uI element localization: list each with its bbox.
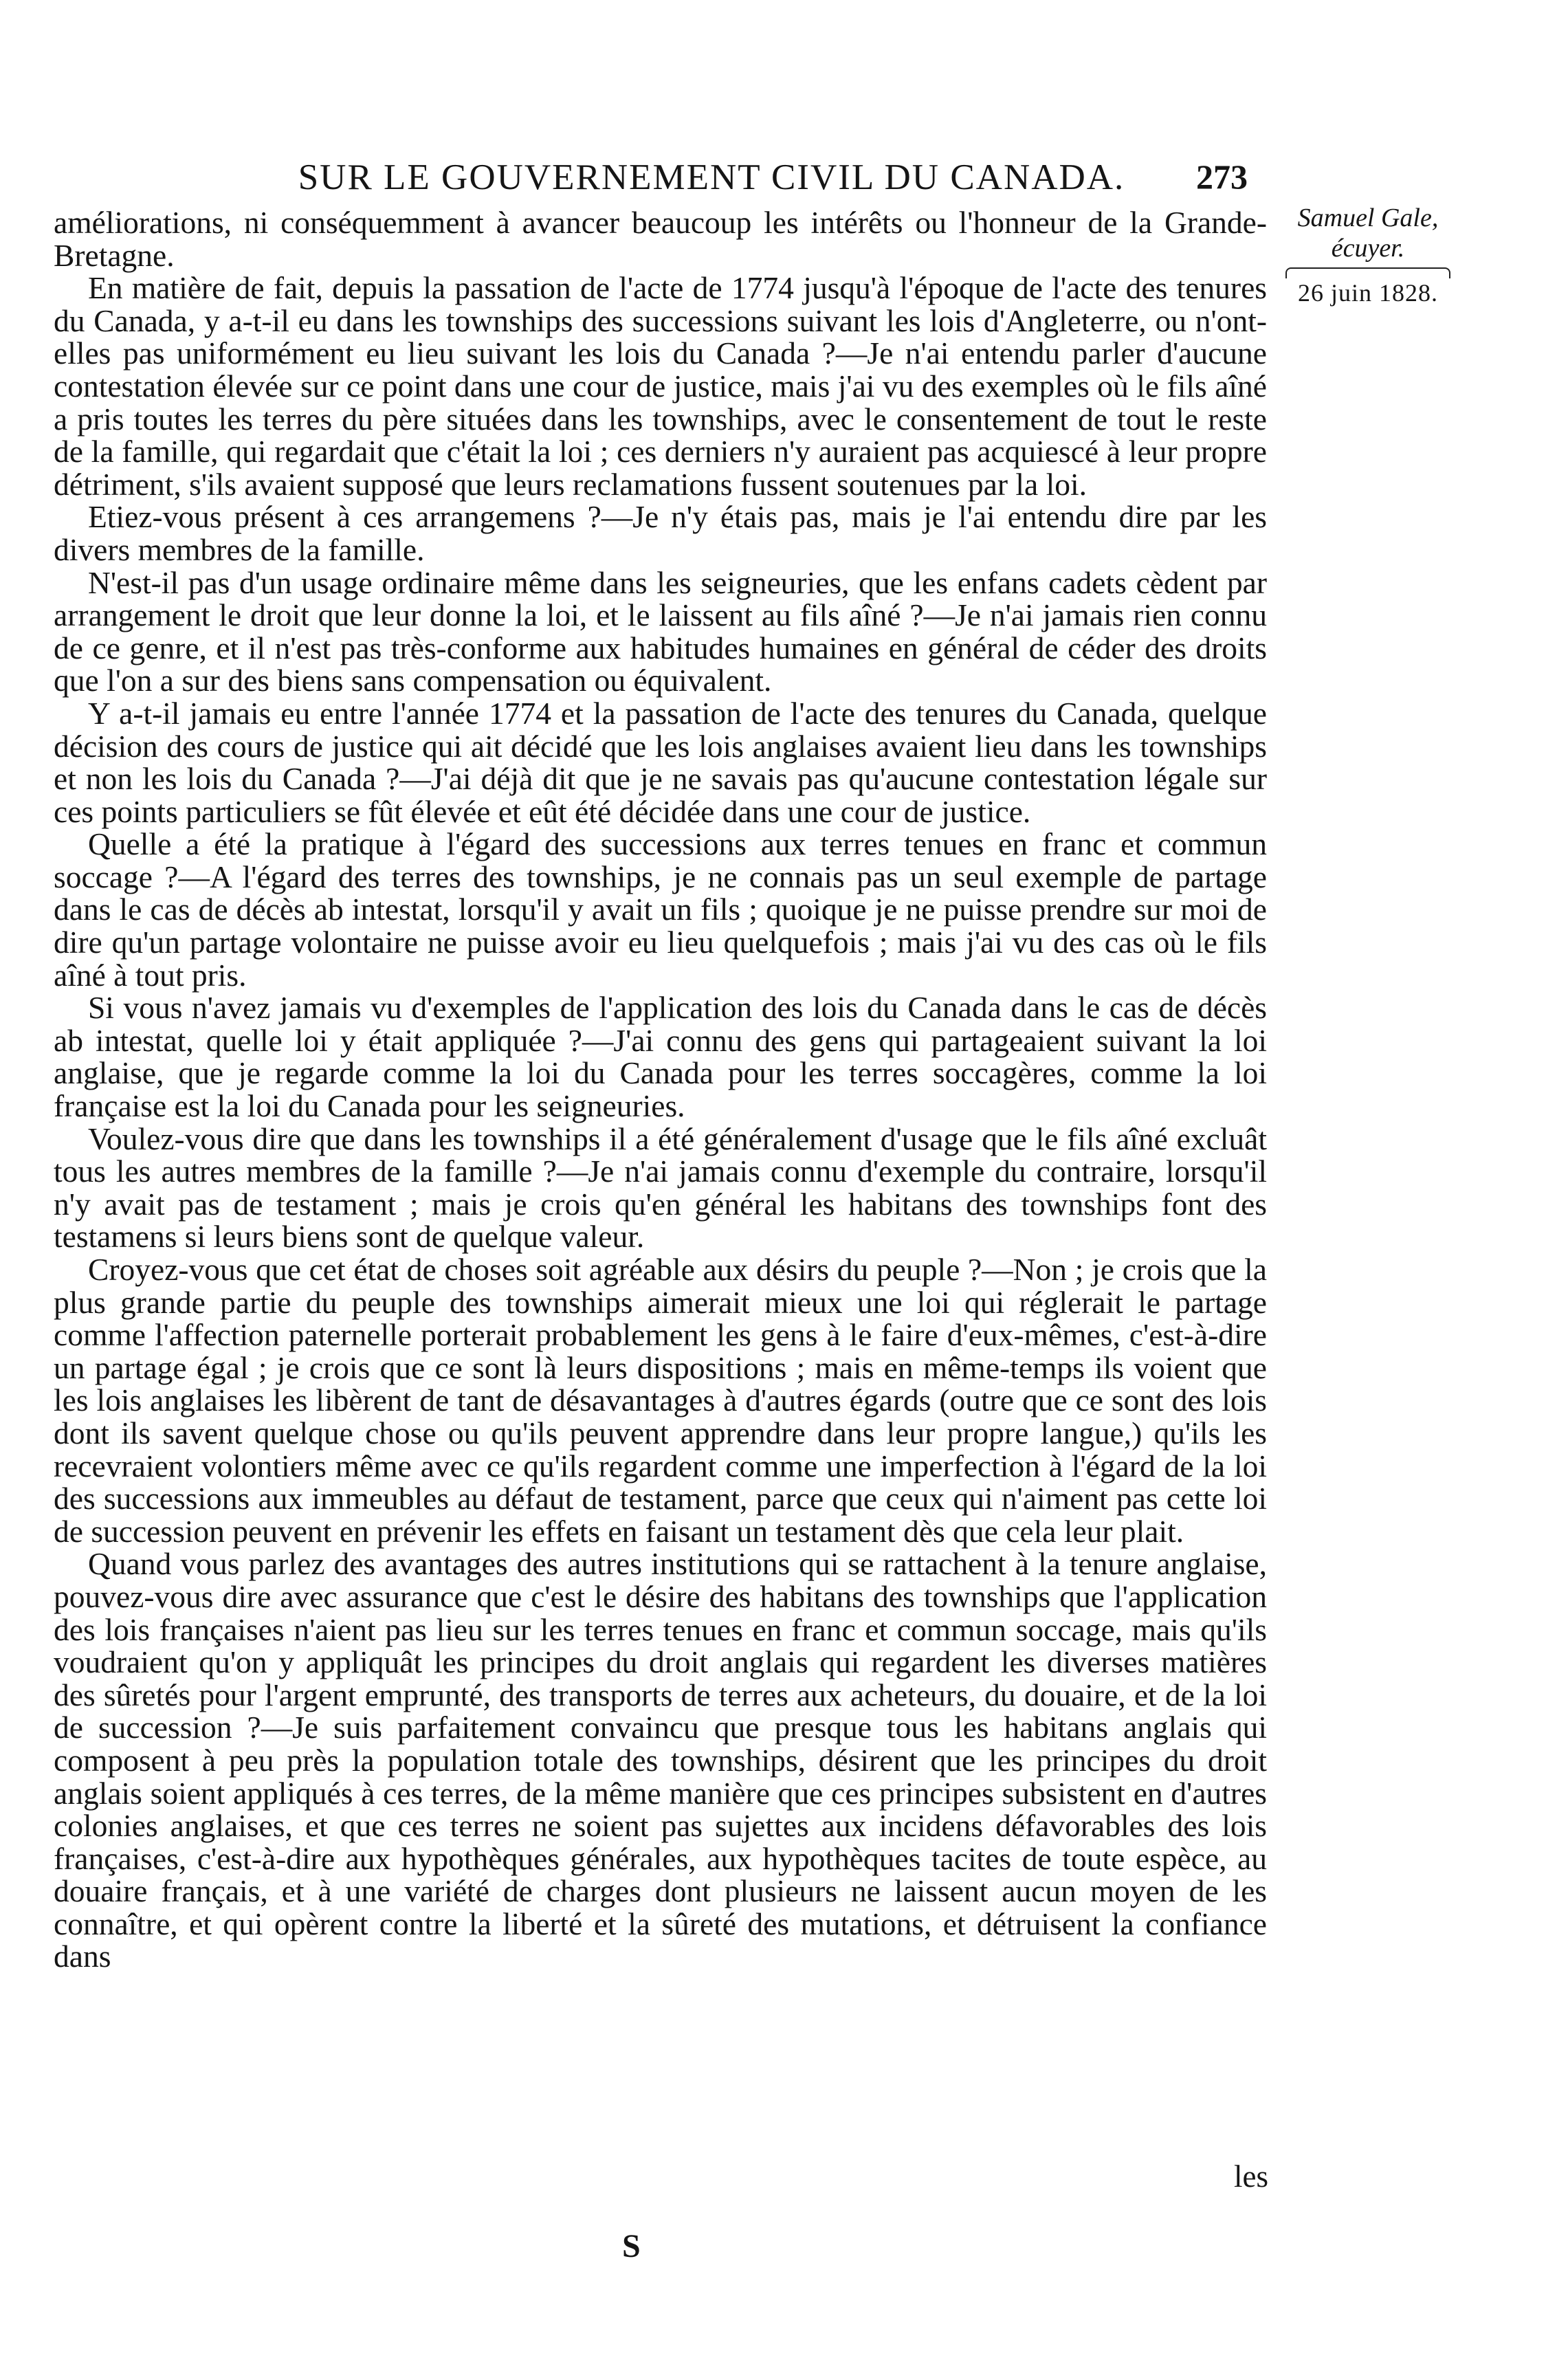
page-number: 273 xyxy=(1196,157,1248,196)
margin-witness-title: écuyer. xyxy=(1331,234,1405,263)
paragraph: Etiez-vous présent à ces arrangemens ?—Je n'y étais pas, mais je l'ai entendu dire par les divers membres de la famille. xyxy=(54,499,1267,567)
margin-brace xyxy=(1285,267,1450,278)
body-text xyxy=(54,206,1267,1973)
paragraph: Y a-t-il jamais eu entre l'année 1774 et la passation de l'acte des tenures du Canada, quelque décision des cours de justice qui ait décidé que les lois anglaises avaient lieu dans les townships et non les lois du Canada ?—J'ai déjà dit que je ne savais pas qu'aucune contestation légale sur ces points particuliers se fût élevée et eût été décidée dans une cour de justice. xyxy=(54,695,1267,829)
margin-date: 26 juin 1828. xyxy=(1297,279,1438,307)
paragraph: Si vous n'avez jamais vu d'exemples de l'application des lois du Canada dans le cas de décès ab intestat, quelle loi y était appliquée ?—J'ai connu des gens qui partageaient suivant la loi anglaise, que je regarde comme la loi du Canada pour les terres soccagères, comme la loi française est la loi du Canada pour les seigneuries. xyxy=(54,990,1267,1124)
paragraph: améliorations, ni conséquemment à avancer beaucoup les intérêts ou l'honneur de la Grande-Bretagne. xyxy=(54,205,1267,273)
margin-witness-name: Samuel Gale, xyxy=(1297,203,1439,232)
paragraph: Croyez-vous que cet état de choses soit agréable aux désirs du peuple ?—Non ; je crois que la plus grande partie du peuple des townships aimerait mieux une loi qui réglerait le partage comme l'affection paternelle porterait probablement les gens à le faire d'eux-mêmes, c'est-à-dire un partage égal ; je crois que ce sont là leurs dispositions ; mais en même-temps ils voient que les lois anglaises les libèrent de tant de désavantages à d'autres égards (outre que ce sont des lois dont ils savent quelque chose ou qu'ils peuvent apprendre dans leur propre langue,) qu'ils les recevraient volontiers même avec ce qu'ils regardent comme une imperfection à l'égard de la loi des successions aux immeubles au défaut de testament, parce que ceux qui n'aiment pas cette loi de succession peuvent en prévenir les effets en faisant un testament dès que cela leur plait. xyxy=(54,1252,1267,1549)
paragraph: En matière de fait, depuis la passation de l'acte de 1774 jusqu'à l'époque de l'acte des tenures du Canada, y a-t-il eu dans les townships des successions suivant les lois d'Angleterre, ou n'ont-elles pas uniformément eu lieu suivant les lois du Canada ?—Je n'ai entendu parler d'aucune contestation élevée sur ce point dans une cour de justice, mais j'ai vu des exemples où le fils aîné a pris toutes les terres du père situées dans les townships, avec le consentement de tout le reste de la famille, qui regardait que c'était la loi ; ces derniers n'y auraient pas acquiescé à leur propre détriment, s'ils avaient supposé que leurs reclamations fussent soutenues par la loi. xyxy=(54,270,1267,502)
paragraph: Voulez-vous dire que dans les townships il a été généralement d'usage que le fils aîné excluât tous les autres membres de la famille ?—Je n'ai jamais connu d'exemple du contraire, lorsqu'il n'y avait pas de testament ; mais je crois qu'en général les habitans des townships font des testamens si leurs biens sont de quelque valeur. xyxy=(54,1121,1267,1255)
running-head: SUR LE GOUVERNEMENT CIVIL DU CANADA. xyxy=(298,157,1125,197)
catchword: les xyxy=(1234,2159,1268,2194)
margin-note xyxy=(1285,203,1450,307)
signature-mark: S xyxy=(622,2228,641,2264)
paragraph: Quelle a été la pratique à l'égard des successions aux terres tenues en franc et commun soccage ?—A l'égard des terres des townships, je ne connais pas un seul exemple de partage dans le cas de décès ab intestat, lorsqu'il y avait un fils ; quoique je ne puisse prendre sur moi de dire qu'un partage volontaire ne puisse avoir eu lieu quelquefois ; mais j'ai vu des cas où le fils aîné à tout pris. xyxy=(54,826,1267,993)
paragraph: Quand vous parlez des avantages des autres institutions qui se rattachent à la tenure anglaise, pouvez-vous dire avec assurance que c'est le désire des habitans des townships que l'application des lois françaises n'aient pas lieu sur les terres tenues en franc et commun soccage, mais qu'ils voudraient qu'on y appliquât les principes du droit anglais qui regardent les diverses matières des sûretés pour l'argent emprunté, des transports de terres aux acheteurs, du douaire, et de la loi de succession ?—Je suis parfaitement convaincu que presque tous les habitans anglais qui composent à peu près la population totale des townships, désirent que les principes du droit anglais soient appliqués à ces terres, de la même manière que ces principes subsistent en d'autres colonies anglaises, et que ces terres ne soient pas sujettes aux incidens défavorables des lois françaises, c'est-à-dire aux hypothèques générales, aux hypothèques tacites de toute espèce, au douaire français, et à une variété de charges dont plusieurs ne laissent aucun moyen de les connaître, et qui opèrent contre la liberté et la sûreté des mutations, et détruisent la confiance dans xyxy=(54,1546,1267,1974)
paragraph: N'est-il pas d'un usage ordinaire même dans les seigneuries, que les enfans cadets cèdent par arrangement le droit que leur donne la loi, et le laissent au fils aîné ?—Je n'ai jamais rien connu de ce genre, et il n'est pas très-conforme aux habitudes humaines en général de céder des droits que l'on a sur des biens sans compensation ou équivalent. xyxy=(54,564,1267,698)
